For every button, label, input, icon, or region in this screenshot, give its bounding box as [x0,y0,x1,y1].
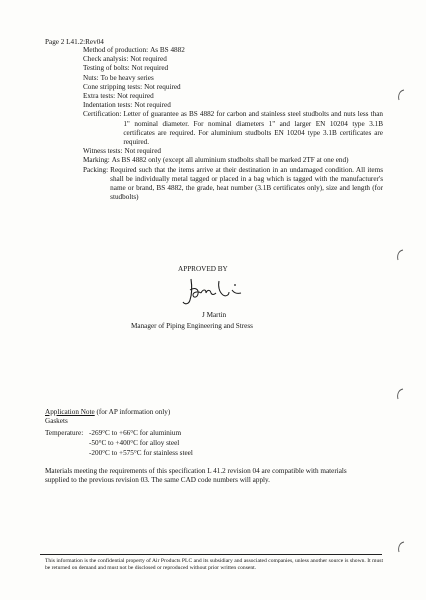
temperature-table [45,429,259,459]
spec-label: Cone stripping tests: [83,82,143,91]
temperature-range: -50°C to +400°C for alloy steel [89,438,180,447]
spec-value: Not required [131,64,169,73]
hole-punch-mark [395,88,407,102]
hole-punch-mark [394,248,406,262]
spec-row [83,147,383,156]
application-note [45,408,259,458]
spec-value: Not required [134,101,171,110]
document-reference: L41.2:Rev04 [66,38,104,46]
spec-row [83,101,383,110]
spec-label: Packing: [83,165,109,174]
spec-label: Certification: [83,110,122,119]
spec-value: To be heavy series [100,73,154,82]
spec-value: Not required [117,92,154,101]
approved-by-label: APPROVED BY [178,265,228,273]
spec-label: Witness tests: [83,147,123,156]
spec-label: Check analysis: [83,55,129,64]
spec-row [83,92,383,101]
spec-value: As BS 4882 [150,46,185,54]
spec-label: Marking: [83,156,110,165]
hole-punch-mark [395,540,407,554]
spec-row [83,55,383,64]
signer-role: Manager of Piping Engineering and Stress [131,322,253,330]
spec-value: Not required [124,147,161,156]
application-note-subtitle: (for AP information only) [96,408,171,416]
spec-value: As BS 4882 only (except all aluminium studbolts shall be marked 2TF at one end) [111,156,349,165]
spec-row [83,83,383,92]
spec-label: Indentation tests: [83,101,133,110]
spec-row [83,64,383,73]
footer-divider [40,554,382,555]
spec-label: Testing of bolts: [83,64,130,73]
spec-row [83,46,383,55]
spec-value: Required such that the items arrive at their destination in an undamaged condition. All items shall be individually metal tagged or placed in a bag which is tagged with the manufacturer's name or brand, BS 4882, the grade, heat number (3.1B certificates only), size and length (for studbolts) [110,165,383,202]
spec-row [83,110,383,147]
hole-punch-mark [394,387,406,401]
spec-value: Not required [130,55,167,64]
application-note-title: Application Note [45,408,95,416]
gaskets-label: Gaskets [45,417,68,426]
spec-value: Not required [144,82,181,91]
application-note-heading [45,408,259,417]
temperature-range: -269°C to +66°C for aluminium [89,428,182,437]
spec-value: Letter of guarantee as BS 4882 for carbon and stainless steel studbolts and nuts less than 1" nominal diameter. For nominal diameters 1" and larger EN 10204 type 3.1B certificates are required. For aluminium studbolts EN 10204 type 3.1B certificates are required. [123,110,383,147]
spec-label: Method of production: [83,46,149,54]
page-number: Page 2 [45,38,65,46]
handwritten-signature [181,276,247,308]
compatibility-note: Materials meeting the requirements of this specification L 41.2 revision 04 are compatible with materials supplied to the previous revision 03. The same CAD code numbers will apply. [45,467,347,485]
signer-name: J Martin [202,311,227,319]
confidentiality-footer: This information is the confidential property of Air Products PLC and its subsidiary and associated companies, unless another source is shown. It must be returned on demand and must not be disclosed or reproduced without prior written consent. [45,558,383,571]
spec-label: Nuts: [83,73,99,82]
temperature-label: Temperature: [45,428,84,437]
spec-row [83,156,383,165]
spec-label: Extra tests: [83,92,116,101]
spec-row [83,74,383,83]
temperature-range: -200°C to +575°C for stainless steel [89,449,193,458]
spec-row [83,166,383,203]
specification-list [83,46,383,202]
